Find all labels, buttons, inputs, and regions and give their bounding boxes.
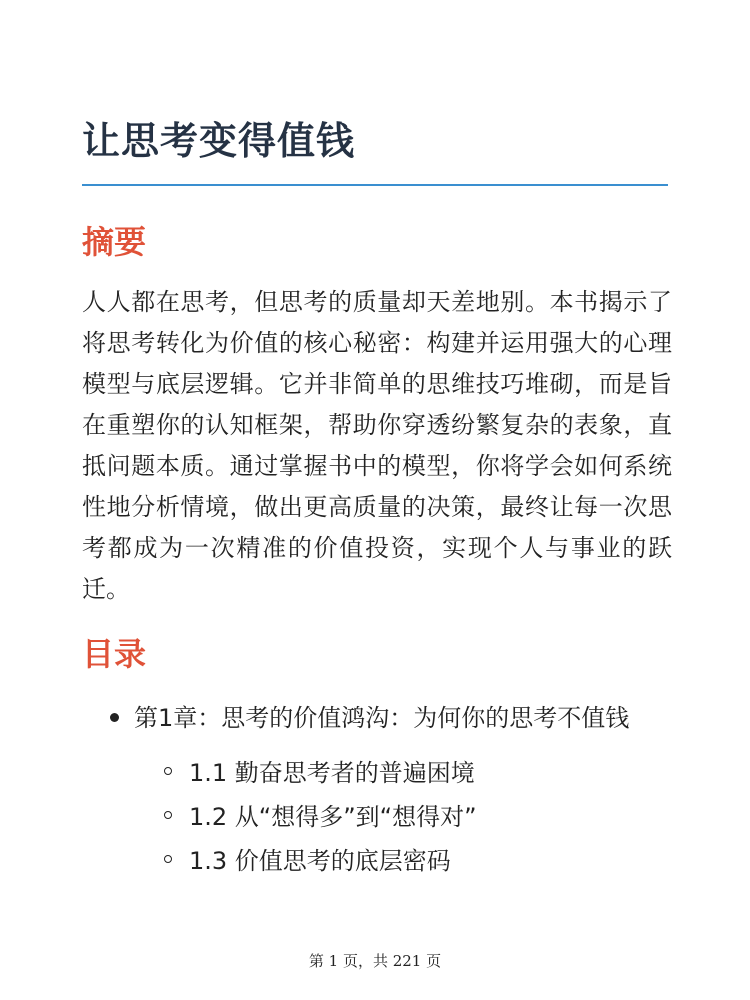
toc-list (82, 698, 668, 883)
abstract-body: 人人都在思考，但思考的质量却天差地别。本书揭示了将思考转化为价值的核心秘密：构建并运用强大的心理模型与底层逻辑。它并非简单的思维技巧堆砌，而是旨在重塑你的认知框架，帮助你穿透纷繁复杂的表象，直抵问题本质。通过掌握书中的模型，你将学会如何系统性地分析情境，做出更高质量的决策，最终让每一次思考都成为一次精准的价值投资，实现个人与事业的跃迁。 (82, 288, 672, 603)
toc-section-label: 1.3 价值思考的底层密码 (189, 847, 451, 875)
document-title: 让思考变得值钱 (82, 119, 356, 163)
toc-section-1-1 (82, 751, 668, 795)
toc-chapter-1 (82, 698, 668, 883)
toc-section-label: 1.1 勤奋思考者的普遍困境 (189, 759, 475, 787)
bullet-circle-icon (164, 855, 172, 863)
toc-chapter-label: 第1章：思考的价值鸿沟：为何你的思考不值钱 (134, 704, 630, 732)
toc-heading: 目录 (82, 635, 147, 673)
toc-section-list (134, 751, 668, 883)
bullet-circle-icon (164, 767, 172, 775)
abstract-heading: 摘要 (82, 223, 147, 261)
bullet-disc-icon (110, 713, 119, 722)
page-number-footer: 第 1 页，共 221 页 (308, 952, 442, 970)
toc-section-1-2 (82, 795, 668, 839)
toc-section-label: 1.2 从“想得多”到“想得对” (189, 803, 477, 831)
toc-section-1-3 (82, 839, 668, 883)
title-divider (82, 184, 668, 186)
bullet-circle-icon (164, 811, 172, 819)
